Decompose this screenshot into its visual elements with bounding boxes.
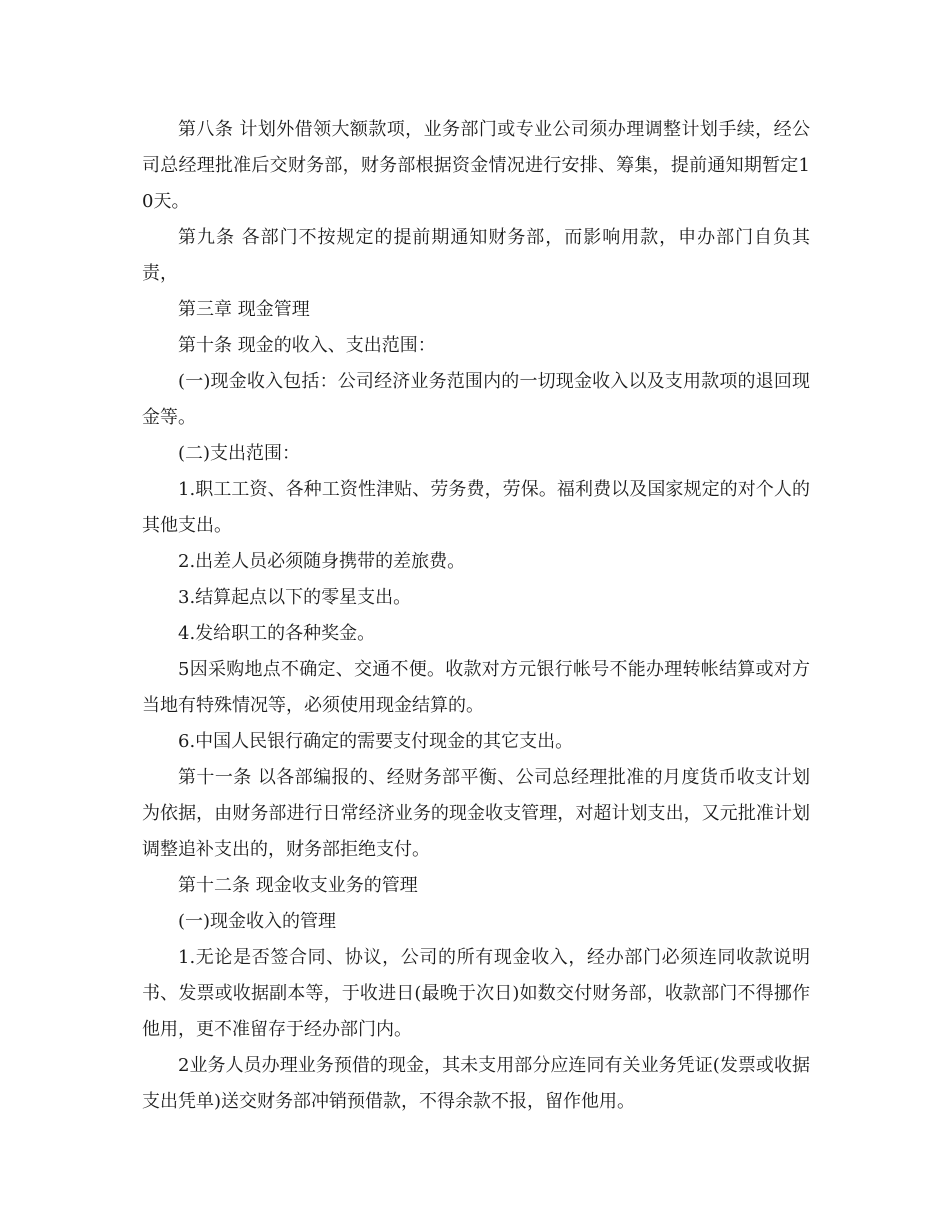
list-item-5: 5因采购地点不确定、交通不便。收款对方元银行帐号不能办理转帐结算或对方当地有特殊情况等，必须使用现金结算的。 — [142, 659, 810, 716]
document-body — [142, 112, 810, 1120]
paragraph-cash-income: (一)现金收入包括：公司经济业务范围内的一切现金收入以及支用款项的退回现金等。 — [142, 371, 810, 428]
subheading-cash-income-management: (一)现金收入的管理 — [178, 911, 337, 932]
paragraph-article-9: 第九条 各部门不按规定的提前期通知财务部，而影响用款，申办部门自负其责， — [142, 227, 810, 284]
list-item-4: 4.发给职工的各种奖金。 — [178, 623, 376, 644]
paragraph-article-12: 第十二条 现金收支业务的管理 — [178, 875, 418, 896]
list-item-income-1: 1.无论是否签合同、协议，公司的所有现金收入，经办部门必须连同收款说明书、发票或收据副本等，于收进日(最晚于次日)如数交付财务部，收款部门不得挪作他用，更不准留存于经办部门内。 — [142, 947, 810, 1040]
list-item-income-2: 2业务人员办理业务预借的现金，其未支用部分应连同有关业务凭证(发票或收据支出凭单)送交财务部冲销预借款，不得余款不报，留作他用。 — [142, 1055, 810, 1112]
paragraph-article-11: 第十一条 以各部编报的、经财务部平衡、公司总经理批准的月度货币收支计划为依据，由财务部进行日常经济业务的现金收支管理，对超计划支出，又元批准计划调整追补支出的，财务部拒绝支付。 — [142, 767, 810, 860]
list-item-6: 6.中国人民银行确定的需要支付现金的其它支出。 — [178, 731, 574, 752]
list-item-2: 2.出差人员必须随身携带的差旅费。 — [178, 551, 466, 572]
list-item-3: 3.结算起点以下的零星支出。 — [178, 587, 412, 608]
list-item-1: 1.职工工资、各种工资性津贴、劳务费，劳保。福利费以及国家规定的对个人的其他支出。 — [142, 479, 810, 536]
chapter-heading: 第三章 现金管理 — [178, 299, 310, 320]
paragraph-expense-scope: (二)支出范围： — [178, 443, 301, 464]
paragraph-article-10: 第十条 现金的收入、支出范围： — [178, 335, 436, 356]
paragraph-article-8: 第八条 计划外借领大额款项，业务部门或专业公司须办理调整计划手续，经公司总经理批准后交财务部，财务部根据资金情况进行安排、筹集，提前通知期暂定10天。 — [142, 119, 810, 212]
